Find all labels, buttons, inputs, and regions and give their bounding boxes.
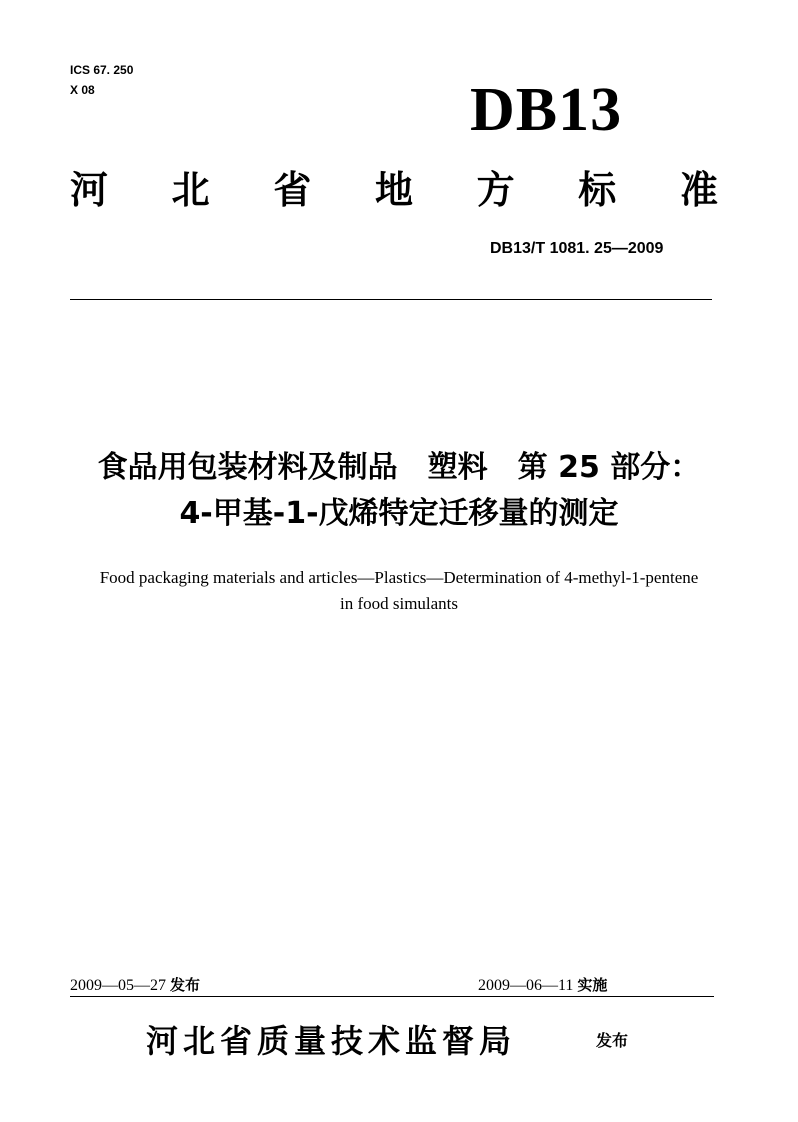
issuer-action: 发布 bbox=[596, 1031, 629, 1050]
standard-type-char: 准 bbox=[679, 168, 718, 212]
implement-date: 2009—06—11 bbox=[478, 977, 574, 994]
standard-type-char: 河 bbox=[70, 168, 109, 212]
implement-date-block bbox=[478, 974, 607, 997]
issue-date-label: 发布 bbox=[170, 976, 201, 994]
issue-date-block bbox=[70, 974, 200, 997]
ics-code: ICS 67. 250 bbox=[70, 63, 134, 77]
classification-code: X 08 bbox=[70, 83, 95, 97]
title-en-line-1: Food packaging materials and articles—Plastics—Determination of 4-methyl-1-pentene bbox=[99, 568, 699, 587]
standard-type-char: 地 bbox=[374, 168, 413, 212]
title-zh-line-1: 食品用包装材料及制品 塑料 第 25 部分： bbox=[97, 450, 701, 485]
standard-code: DB13/T 1081. 25—2009 bbox=[490, 240, 664, 257]
title-zh-line-2: 4-甲基-1-戊烯特定迁移量的测定 bbox=[179, 496, 619, 531]
standard-mark: DB13 bbox=[470, 76, 623, 144]
standard-type-heading bbox=[70, 166, 718, 214]
standard-type-char: 方 bbox=[476, 168, 515, 212]
standard-type-char: 北 bbox=[171, 168, 210, 212]
issuing-authority: 河北省质量技术监督局 bbox=[146, 1022, 517, 1060]
standard-type-char: 标 bbox=[578, 168, 617, 212]
standard-type-char: 省 bbox=[273, 168, 312, 212]
issue-date: 2009—05—27 bbox=[70, 977, 166, 994]
footer-divider bbox=[70, 996, 714, 997]
implement-date-label: 实施 bbox=[577, 976, 608, 994]
title-en-line-2: in food simulants bbox=[339, 594, 459, 613]
header-divider bbox=[70, 299, 712, 300]
